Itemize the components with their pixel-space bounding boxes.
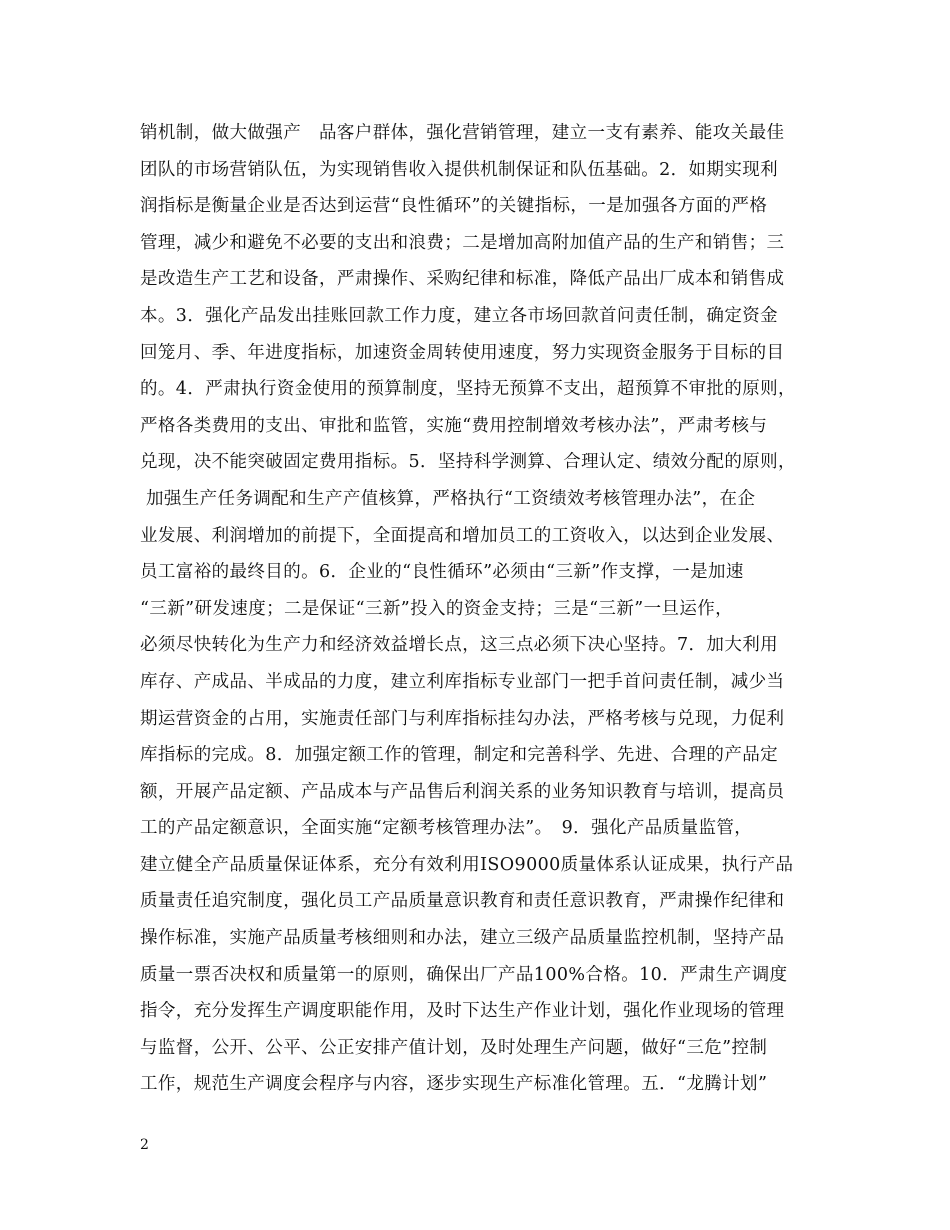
text-line: 与监督，公开、公平、公正安排产值计划，及时处理生产问题，做好“三危”控制 bbox=[140, 1037, 768, 1058]
text-line: 加强生产任务调配和生产产值核算，严格执行“工资绩效考核管理办法”，在企 bbox=[140, 488, 756, 509]
text-line: 必须尽快转化为生产力和经济效益增长点，这三点必须下决心坚持。7．加大利用 bbox=[140, 635, 779, 656]
text-line: 库存、产成品、半成品的力度，建立利库指标专业部门一把手首问责任制，减少当 bbox=[140, 671, 785, 692]
text-line: 工的产品定额意识，全面实施“定额考核管理办法”。 9．强化产品质量监管， bbox=[140, 818, 753, 839]
text-line: 库指标的完成。8．加强定额工作的管理，制定和完善科学、先进、合理的产品定 bbox=[140, 745, 779, 766]
text-line: 业发展、利润增加的前提下，全面提高和增加员工的工资收入，以达到企业发展、 bbox=[140, 525, 785, 546]
text-line: 操作标准，实施产品质量考核细则和办法，建立三级产品质量监控机制，坚持产品 bbox=[140, 928, 785, 949]
text-line: 润指标是衡量企业是否达到运营“良性循环”的关键指标，一是加强各方面的严格 bbox=[140, 196, 768, 217]
text-line: 额，开展产品定额、产品成本与产品售后利润关系的业务知识教育与培训，提高员 bbox=[140, 781, 785, 802]
text-line: “三新”研发速度；二是保证“三新”投入的资金支持；三是“三新”一旦运作， bbox=[140, 598, 734, 619]
text-line: 期运营资金的占用，实施责任部门与利库指标挂勾办法，严格考核与兑现，力促利 bbox=[140, 708, 785, 729]
text-line: 兑现，决不能突破固定费用指标。5．坚持科学测算、合理认定、绩效分配的原则， bbox=[140, 452, 796, 473]
text-line: 是改造生产工艺和设备，严肃操作、采购纪律和标准，降低产品出厂成本和销售成 bbox=[140, 269, 785, 290]
text-line: 员工富裕的最终目的。6．企业的“良性循环”必须由“三新”作支撑，一是加速 bbox=[140, 562, 744, 583]
text-line: 质量一票否决权和质量第一的原则，确保出厂产品100%合格。10．严肃生产调度 bbox=[140, 964, 788, 985]
text-line: 本。3．强化产品发出挂账回款工作力度，建立各市场回款首问责任制，确定资金 bbox=[140, 305, 779, 326]
text-line: 管理，减少和避免不必要的支出和浪费；二是增加高附加值产品的生产和销售；三 bbox=[140, 232, 785, 253]
text-line: 严格各类费用的支出、审批和监管，实施“费用控制增效考核办法”，严肃考核与 bbox=[140, 415, 768, 436]
text-line: 工作，规范生产调度会程序与内容，逐步实现生产标准化管理。五．“龙腾计划” bbox=[140, 1074, 768, 1095]
text-line: 指令，充分发挥生产调度职能作用，及时下达生产作业计划，强化作业现场的管理 bbox=[140, 1001, 785, 1022]
text-line: 团队的市场营销队伍，为实现销售收入提供机制保证和队伍基础。2．如期实现利 bbox=[140, 159, 779, 180]
text-line: 建立健全产品质量保证体系，充分有效利用ISO9000质量体系认证成果，执行产品 bbox=[140, 854, 794, 875]
text-line: 质量责任追究制度，强化员工产品质量意识教育和责任意识教育，严肃操作纪律和 bbox=[140, 891, 785, 912]
text-line: 销机制，做大做强产 品客户群体，强化营销管理，建立一支有素养、能攻关最佳 bbox=[140, 123, 785, 143]
page-number: 2 bbox=[140, 1137, 149, 1153]
text-line: 的。4．严肃执行资金使用的预算制度，坚持无预算不支出，超预算不审批的原则， bbox=[140, 379, 796, 400]
text-line: 回笼月、季、年进度指标，加速资金周转使用速度，努力实现资金服务于目标的目 bbox=[140, 342, 785, 363]
body-text bbox=[140, 115, 830, 1103]
